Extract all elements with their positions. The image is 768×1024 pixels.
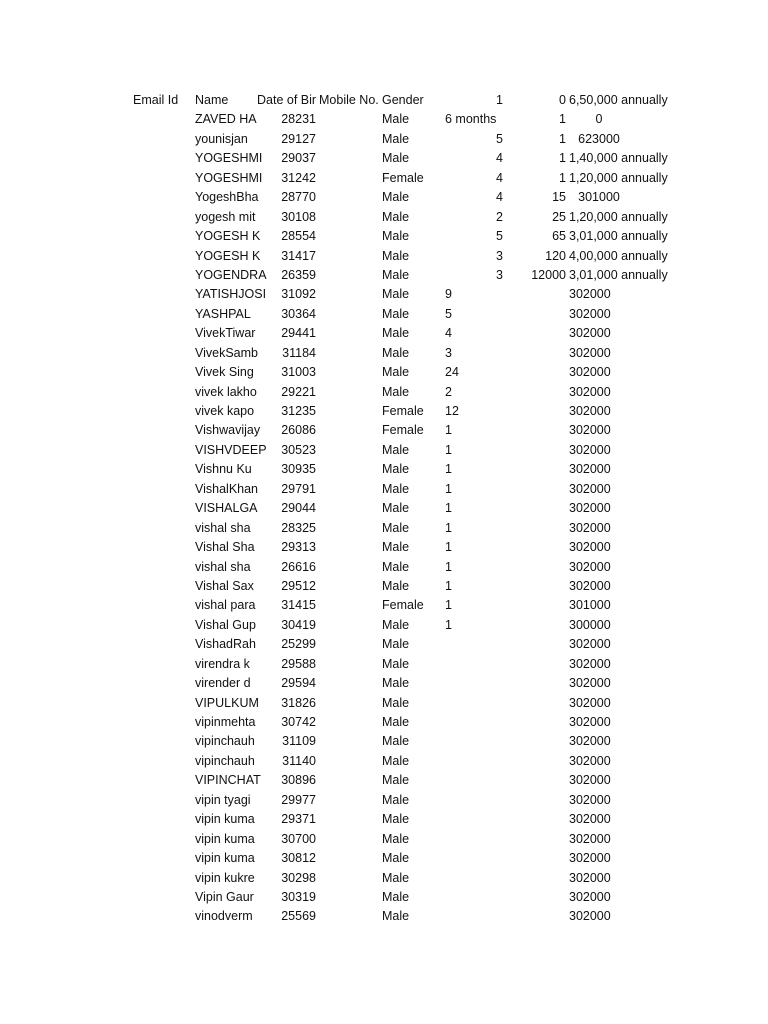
table-row: [0, 324, 768, 343]
cell-gender: Female: [382, 404, 424, 418]
cell-gender: Female: [382, 423, 424, 438]
cell-name: vishal para: [195, 598, 256, 613]
cell-dob: 31415: [281, 598, 316, 613]
cell-experience: 1: [445, 540, 452, 555]
table-row: [0, 305, 768, 324]
cell-col-h: 302000: [569, 540, 611, 555]
cell-dob: 29221: [281, 384, 316, 399]
cell-name: Vishwavijay: [195, 423, 261, 438]
table-row: [0, 810, 768, 829]
cell-dob: 25569: [281, 909, 316, 924]
cell-experience: 4: [496, 190, 503, 205]
cell-col-g: 1: [559, 151, 566, 166]
cell-col-h: 302000: [569, 792, 611, 807]
cell-col-h: 302000: [569, 559, 611, 574]
cell-col-h: 302000: [569, 812, 611, 827]
cell-col-h: 302000: [569, 889, 611, 904]
cell-name: vipin kuma: [195, 851, 255, 866]
cell-name: Vipin Gaur: [195, 889, 254, 904]
cell-name: VISHALGA: [195, 501, 258, 516]
cell-name: vinodverm: [195, 909, 253, 924]
cell-dob: 29371: [281, 812, 316, 827]
cell-experience: 1: [445, 481, 452, 496]
cell-dob: 30108: [281, 209, 316, 224]
table-row: [0, 110, 768, 129]
cell-name: YOGENDRA: [195, 267, 267, 282]
cell-experience: 1: [445, 520, 452, 535]
cell-name: Vishal Sha: [195, 540, 255, 555]
cell-col-h: 302000: [569, 753, 611, 768]
cell-col-h: 302000: [569, 520, 611, 535]
cell-gender: Male: [382, 229, 410, 244]
cell-dob: 31092: [281, 287, 316, 302]
cell-name: vipinchauh: [195, 753, 255, 768]
cell-gender: Male: [382, 656, 410, 671]
table-row: [0, 227, 768, 246]
cell-name: VIPINCHAT: [195, 773, 261, 788]
cell-gender: Male: [382, 695, 410, 710]
cell-name: VivekTiwar: [195, 326, 256, 341]
cell-dob: 29127: [281, 131, 316, 146]
cell-gender: Male: [382, 889, 410, 904]
cell-experience: 5: [445, 306, 452, 321]
cell-col-h: 302000: [569, 773, 611, 788]
cell-name: YOGESHMI: [195, 151, 263, 166]
cell-name: Vishnu Ku: [195, 462, 252, 477]
cell-gender: Male: [382, 540, 410, 555]
cell-col-h: 302000: [569, 345, 611, 360]
table-row: [0, 208, 768, 227]
cell-experience: 12: [445, 404, 459, 418]
cell-experience: 24: [445, 365, 459, 380]
cell-gender: Male: [382, 190, 410, 205]
table-row: [0, 130, 768, 149]
cell-col-h: 302000: [569, 656, 611, 671]
cell-gender: Male: [382, 112, 410, 127]
table-row: [0, 577, 768, 596]
cell-name: VishadRah: [195, 637, 256, 652]
cell-name: Vishal Gup: [195, 617, 256, 632]
cell-name: Vivek Sing: [195, 365, 254, 380]
cell-gender: Male: [382, 345, 410, 360]
cell-dob: 28770: [281, 190, 316, 205]
cell-dob: 29977: [281, 792, 316, 807]
cell-experience: 3: [445, 345, 452, 360]
cell-col-h: 300000: [569, 617, 611, 632]
cell-col-h: 302000: [569, 870, 611, 885]
table-row: [0, 849, 768, 868]
table-row: [0, 616, 768, 635]
cell-name: virender d: [195, 676, 251, 691]
cell-dob: 31140: [282, 753, 316, 768]
cell-gender: Male: [382, 734, 410, 749]
table-row: [0, 907, 768, 926]
cell-gender: Female: [382, 598, 424, 613]
cell-dob: 29588: [281, 656, 316, 671]
cell-col-h: 301000: [578, 190, 620, 205]
cell-gender: Male: [382, 578, 410, 593]
cell-experience: 1: [445, 423, 452, 438]
header-col-h: 6,50,000 annually: [569, 93, 668, 107]
cell-dob: 29313: [281, 540, 316, 555]
header-col-g: 0: [559, 93, 566, 107]
cell-gender: Male: [382, 442, 410, 457]
cell-gender: Male: [382, 617, 410, 632]
cell-col-h: 302000: [569, 831, 611, 846]
cell-gender: Male: [382, 520, 410, 535]
cell-dob: 30523: [281, 442, 316, 457]
cell-gender: Male: [382, 831, 410, 846]
cell-col-h: 302000: [569, 287, 611, 302]
cell-gender: Female: [382, 170, 424, 185]
cell-dob: 30364: [281, 306, 316, 321]
cell-col-h: 1,20,000 annually: [569, 209, 668, 224]
cell-gender: Male: [382, 131, 410, 146]
table-row: [0, 480, 768, 499]
cell-gender: Male: [382, 676, 410, 691]
cell-dob: 30935: [281, 462, 316, 477]
cell-col-h: 302000: [569, 501, 611, 516]
cell-dob: 26616: [281, 559, 316, 574]
cell-col-h: 302000: [569, 578, 611, 593]
cell-col-h: 302000: [569, 442, 611, 457]
cell-dob: 31417: [281, 248, 316, 263]
table-row: [0, 596, 768, 615]
table-row: [0, 732, 768, 751]
cell-name: YATISHJOSI: [195, 287, 267, 302]
cell-gender: Male: [382, 870, 410, 885]
cell-name: VISHVDEEP: [195, 442, 267, 457]
cell-dob: 30700: [281, 831, 316, 846]
cell-gender: Male: [382, 248, 410, 263]
cell-col-g: 65: [552, 229, 566, 244]
cell-gender: Male: [382, 326, 410, 341]
cell-gender: Male: [382, 559, 410, 574]
cell-experience: 4: [496, 170, 503, 185]
header-row: [0, 91, 768, 110]
cell-col-h: 302000: [569, 851, 611, 866]
cell-col-h: 302000: [569, 306, 611, 321]
cell-name: VivekSamb: [195, 345, 258, 360]
table-row: [0, 771, 768, 790]
cell-name: vipin kuma: [195, 831, 255, 846]
cell-gender: Male: [382, 909, 410, 924]
cell-dob: 28231: [281, 112, 316, 127]
cell-experience: 1: [445, 598, 452, 613]
cell-gender: Male: [382, 267, 410, 282]
table-row: [0, 460, 768, 479]
cell-col-h: 302000: [569, 326, 611, 341]
cell-gender: Male: [382, 151, 410, 166]
table-row: [0, 499, 768, 518]
cell-col-h: 301000: [569, 598, 611, 613]
cell-dob: 31826: [281, 695, 316, 710]
cell-col-g: 120: [545, 248, 566, 263]
cell-gender: Male: [382, 365, 410, 380]
header-name: Name: [195, 93, 229, 107]
cell-dob: 28325: [281, 520, 316, 535]
cell-col-h: 302000: [569, 404, 611, 418]
cell-name: vipin kukre: [195, 870, 255, 885]
cell-experience: 1: [445, 617, 452, 632]
cell-gender: Male: [382, 637, 410, 652]
cell-name: vishal sha: [195, 559, 251, 574]
header-email: Email Id: [133, 93, 179, 107]
table-row: [0, 169, 768, 188]
cell-dob: 30319: [281, 889, 316, 904]
cell-col-h: 302000: [569, 676, 611, 691]
cell-gender: Male: [382, 462, 410, 477]
cell-col-g: 15: [552, 190, 566, 205]
table-row: [0, 713, 768, 732]
cell-dob: 31003: [281, 365, 316, 380]
cell-dob: 29791: [281, 481, 316, 496]
header-gender: Gender: [382, 93, 424, 107]
table-row: [0, 363, 768, 382]
table-row: [0, 383, 768, 402]
cell-name: YogeshBha: [195, 190, 259, 205]
cell-name: vipinmehta: [195, 715, 256, 729]
cell-gender: Male: [382, 306, 410, 321]
cell-gender: Male: [382, 384, 410, 399]
cell-col-h: 302000: [569, 481, 611, 496]
cell-name: YOGESHMI: [195, 170, 263, 185]
cell-dob: 31184: [282, 345, 316, 360]
table-row: [0, 694, 768, 713]
cell-col-h: 623000: [578, 131, 620, 146]
cell-experience: 1: [445, 578, 452, 593]
cell-col-g: 1: [559, 170, 566, 185]
table-row: [0, 344, 768, 363]
table-row: [0, 791, 768, 810]
cell-dob: 31242: [281, 170, 316, 185]
cell-name: vivek kapo: [195, 404, 255, 418]
cell-name: YASHPAL: [195, 306, 251, 321]
cell-experience: 1: [445, 442, 452, 457]
cell-col-h: 302000: [569, 715, 611, 729]
table-row: [0, 655, 768, 674]
cell-experience: 4: [445, 326, 452, 341]
cell-name: YOGESH K: [195, 248, 261, 263]
data-rows: [0, 110, 768, 926]
cell-col-h: 302000: [569, 637, 611, 652]
cell-col-h: 302000: [569, 695, 611, 710]
table-row: [0, 674, 768, 693]
cell-name: vipin kuma: [195, 812, 255, 827]
header-mobile: Mobile No.: [319, 93, 379, 107]
cell-name: vipin tyagi: [195, 792, 251, 807]
cell-col-h: 302000: [569, 423, 611, 438]
table-row: [0, 247, 768, 266]
table-row: [0, 635, 768, 654]
cell-experience: 1: [445, 501, 452, 516]
cell-col-h: 1,20,000 annually: [569, 170, 668, 185]
table-row: [0, 888, 768, 907]
cell-col-h: 302000: [569, 365, 611, 380]
cell-dob: 29594: [281, 676, 316, 691]
cell-dob: 29441: [281, 326, 316, 341]
cell-name: vipinchauh: [195, 734, 255, 749]
cell-dob: 28554: [281, 229, 316, 244]
cell-dob: 29512: [281, 578, 316, 593]
cell-experience: 3: [496, 248, 503, 263]
cell-dob: 29044: [281, 501, 316, 516]
table-row: [0, 519, 768, 538]
cell-name: yogesh mit: [195, 209, 256, 224]
cell-gender: Male: [382, 287, 410, 302]
table-row: [0, 869, 768, 888]
cell-name: YOGESH K: [195, 229, 261, 244]
cell-col-h: 302000: [569, 462, 611, 477]
table-row: [0, 266, 768, 285]
cell-gender: Male: [382, 812, 410, 827]
table-row: [0, 149, 768, 168]
cell-gender: Male: [382, 715, 410, 729]
cell-col-h: 0: [595, 112, 603, 127]
cell-experience: 5: [496, 131, 503, 146]
cell-dob: 30896: [281, 773, 316, 788]
table-row: [0, 402, 768, 421]
cell-name: VIPULKUM: [195, 695, 259, 710]
table-row: [0, 421, 768, 440]
cell-dob: 30742: [281, 715, 316, 729]
cell-experience: 9: [445, 287, 452, 302]
cell-experience: 1: [445, 559, 452, 574]
cell-dob: 26359: [281, 267, 316, 282]
cell-gender: Male: [382, 209, 410, 224]
cell-gender: Male: [382, 501, 410, 516]
cell-experience: 5: [496, 229, 503, 244]
cell-col-h: 3,01,000 annually: [569, 229, 668, 244]
cell-name: vivek lakho: [195, 384, 257, 399]
cell-experience: 6 months: [445, 112, 497, 127]
cell-gender: Male: [382, 753, 410, 768]
cell-experience: 3: [496, 267, 503, 282]
cell-gender: Male: [382, 773, 410, 788]
header-col-f: 1: [496, 93, 503, 107]
cell-gender: Male: [382, 481, 410, 496]
cell-dob: 29037: [281, 151, 316, 166]
cell-gender: Male: [382, 792, 410, 807]
cell-experience: 1: [445, 462, 452, 477]
table-row: [0, 752, 768, 771]
cell-name: VishalKhan: [195, 481, 259, 496]
table-row: [0, 285, 768, 304]
table-row: [0, 538, 768, 557]
cell-col-h: 302000: [569, 909, 611, 924]
cell-dob: 31109: [282, 734, 316, 749]
cell-experience: 2: [445, 384, 452, 399]
table-row: [0, 830, 768, 849]
cell-col-g: 25: [552, 209, 566, 224]
cell-col-h: 4,00,000 annually: [569, 248, 668, 263]
cell-dob: 25299: [281, 637, 316, 652]
cell-col-g: 1: [559, 131, 566, 146]
cell-gender: Male: [382, 851, 410, 866]
cell-dob: 30419: [281, 617, 316, 632]
cell-dob: 31235: [281, 404, 316, 418]
cell-dob: 26086: [281, 423, 316, 438]
cell-col-g: 12000: [531, 267, 566, 282]
table-row: [0, 558, 768, 577]
cell-col-h: 302000: [569, 734, 611, 749]
cell-name: younisjan: [195, 131, 248, 146]
cell-dob: 30298: [281, 870, 316, 885]
cell-col-h: 3,01,000 annually: [569, 267, 668, 282]
cell-col-h: 1,40,000 annually: [569, 151, 668, 166]
table-row: [0, 188, 768, 207]
cell-col-g: 1: [559, 112, 566, 127]
cell-name: ZAVED HA: [195, 112, 257, 127]
header-dob: Date of Bir: [257, 93, 317, 107]
cell-name: Vishal Sax: [195, 578, 254, 593]
cell-name: virendra k: [195, 656, 250, 671]
cell-col-h: 302000: [569, 384, 611, 399]
cell-name: vishal sha: [195, 520, 251, 535]
cell-experience: 4: [496, 151, 503, 166]
table-row: [0, 441, 768, 460]
spreadsheet-page: [0, 91, 768, 927]
cell-dob: 30812: [281, 851, 316, 866]
cell-experience: 2: [496, 209, 503, 224]
